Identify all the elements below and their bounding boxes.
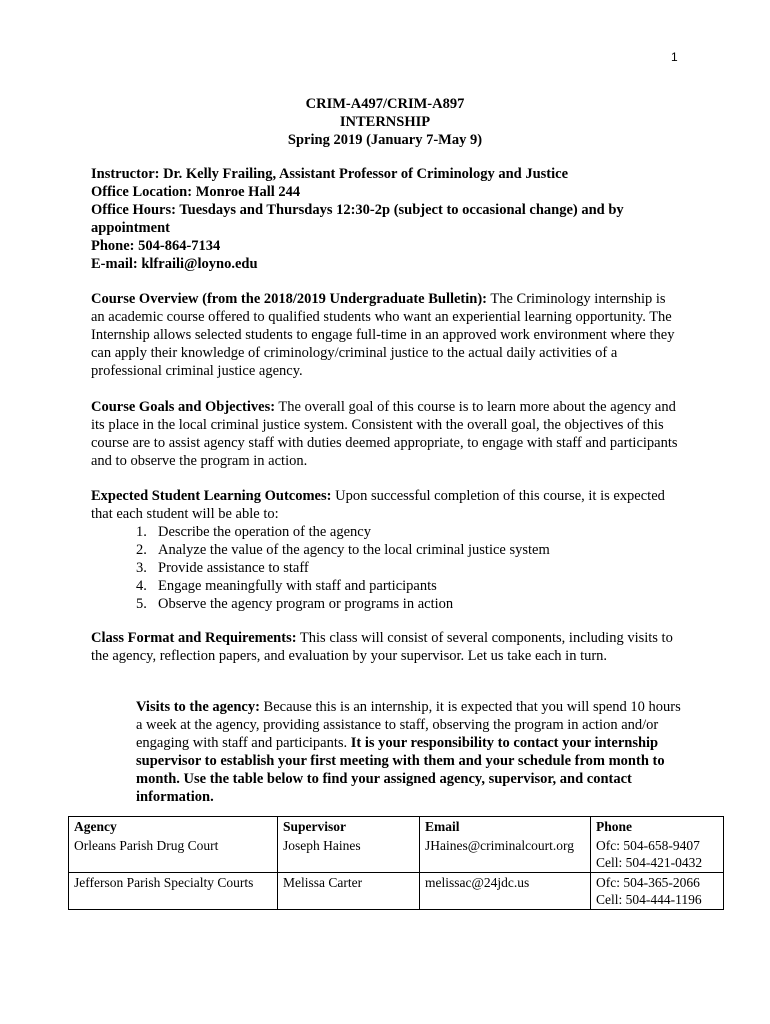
visits-bold-instructions: It is your responsibility to contact your internship supervisor to establish your first meeting with them and your schedule from month to month. Use the table below to find your assigned agency, supervisor, and contact information. xyxy=(136,735,665,805)
cell-agency: Orleans Parish Drug Court xyxy=(69,836,278,873)
list-item-text: Describe the operation of the agency xyxy=(158,524,371,540)
list-item-number: 4. xyxy=(136,578,147,594)
course-overview-heading: Course Overview (from the 2018/2019 Undergraduate Bulletin): xyxy=(91,291,488,307)
instructor-email: E-mail: klfraili@loyno.edu xyxy=(91,256,258,272)
course-name: INTERNSHIP xyxy=(339,114,431,130)
office-hours-line-1: Office Hours: Tuesdays and Thursdays 12:30-2p (subject to occasional change) and by xyxy=(91,202,624,218)
learning-outcomes-intro xyxy=(91,487,681,523)
cell-phone xyxy=(591,836,724,873)
course-code: CRIM-A497/CRIM-A897 xyxy=(305,96,465,112)
list-item xyxy=(91,559,681,577)
list-item xyxy=(91,595,681,613)
cell-email: melissac@24jdc.us xyxy=(420,873,591,910)
course-goals-body: The overall goal of this course is to learn more about the agency and its place in the local criminal justice system. Consistent with the overall goal, the objectives of this course are to assist agency staff with duties deemed appropriate, to engage with staff and participants and to observe the program in action. xyxy=(91,399,678,469)
table-row xyxy=(69,873,724,910)
course-overview-body: The Criminology internship is an academic course offered to qualified students who want an experiential learning opportunity. The Internship allows selected students to engage full-time in an approved work environment where they can apply their knowledge of criminology/criminal justice to the actual daily activities of a professional criminal justice agency. xyxy=(91,291,675,379)
document-header xyxy=(0,95,770,149)
agency-contact-table xyxy=(68,816,724,910)
visits-heading: Visits to the agency: xyxy=(136,699,260,715)
visits-paragraph xyxy=(136,698,681,806)
cell-supervisor: Joseph Haines xyxy=(278,836,420,873)
column-header-agency: Agency xyxy=(69,817,278,837)
table-row xyxy=(69,836,724,873)
list-item-number: 1. xyxy=(136,524,147,540)
column-header-supervisor: Supervisor xyxy=(278,817,420,837)
column-header-phone: Phone xyxy=(591,817,724,837)
learning-outcomes-heading: Expected Student Learning Outcomes: xyxy=(91,488,332,504)
visits-body: Because this is an internship, it is expected that you will spend 10 hours a week at the agency, providing assistance to staff, observing the program in action and/or engaging with staff and participants. xyxy=(136,699,681,751)
cell-supervisor: Melissa Carter xyxy=(278,873,420,910)
learning-outcomes-section xyxy=(91,487,681,613)
list-item xyxy=(91,577,681,595)
cell-email: JHaines@criminalcourt.org xyxy=(420,836,591,873)
cell-phone xyxy=(591,873,724,910)
class-format-paragraph xyxy=(91,629,681,665)
course-goals-heading: Course Goals and Objectives: xyxy=(91,399,276,415)
class-format-heading: Class Format and Requirements: xyxy=(91,630,297,646)
list-item-number: 3. xyxy=(136,560,147,576)
list-item-number: 2. xyxy=(136,542,147,558)
course-overview-paragraph xyxy=(91,290,681,380)
list-item-text: Observe the agency program or programs in action xyxy=(158,596,454,612)
table-header-row xyxy=(69,817,724,837)
class-format-body: This class will consist of several components, including visits to the agency, reflection papers, and evaluation by your supervisor. Let us take each in turn. xyxy=(91,630,673,664)
instructor-info xyxy=(91,165,691,273)
cell-agency: Jefferson Parish Specialty Courts xyxy=(69,873,278,910)
learning-outcomes-list xyxy=(91,523,681,613)
column-header-email: Email xyxy=(420,817,591,837)
phone-office: Ofc: 504-365-2066 xyxy=(596,875,700,890)
course-term: Spring 2019 (January 7-May 9) xyxy=(287,132,483,148)
learning-outcomes-body: Upon successful completion of this course, it is expected that each student will be able to: xyxy=(91,488,665,522)
list-item xyxy=(91,541,681,559)
list-item-text: Analyze the value of the agency to the local criminal justice system xyxy=(158,542,550,558)
phone-office: Ofc: 504-658-9407 xyxy=(596,838,700,853)
instructor-line: Instructor: Dr. Kelly Frailing, Assistant Professor of Criminology and Justice xyxy=(91,166,569,182)
instructor-phone: Phone: 504-864-7134 xyxy=(91,238,221,254)
office-hours-line-2: appointment xyxy=(91,220,170,236)
list-item-text: Engage meaningfully with staff and participants xyxy=(158,578,437,594)
list-item-text: Provide assistance to staff xyxy=(158,560,309,576)
list-item xyxy=(91,523,681,541)
phone-cell: Cell: 504-444-1196 xyxy=(596,892,702,907)
page-number: 1 xyxy=(671,50,678,64)
office-location: Office Location: Monroe Hall 244 xyxy=(91,184,301,200)
list-item-number: 5. xyxy=(136,596,147,612)
phone-cell: Cell: 504-421-0432 xyxy=(596,855,703,870)
course-goals-paragraph xyxy=(91,398,681,470)
